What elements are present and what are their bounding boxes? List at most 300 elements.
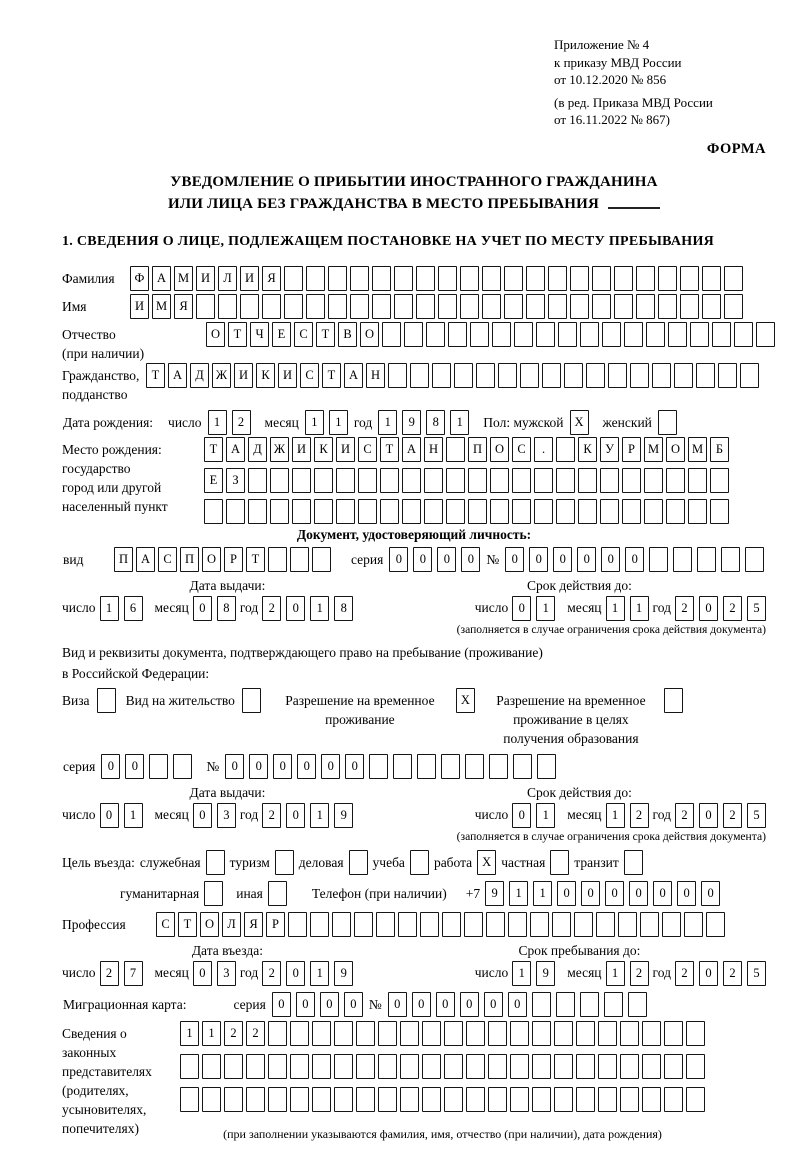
char-cell[interactable] xyxy=(488,1087,507,1112)
char-cell[interactable]: 2 xyxy=(232,410,251,435)
char-cell[interactable] xyxy=(492,322,511,347)
char-cell[interactable] xyxy=(290,1087,309,1112)
char-cell[interactable] xyxy=(382,322,401,347)
char-cell[interactable] xyxy=(604,992,623,1017)
char-cell[interactable] xyxy=(358,499,377,524)
char-cell[interactable]: Ж xyxy=(270,437,289,462)
char-cell[interactable]: 0 xyxy=(505,547,524,572)
char-cell[interactable]: 0 xyxy=(581,881,600,906)
char-cell[interactable] xyxy=(600,468,619,493)
char-cell[interactable] xyxy=(600,499,619,524)
char-cell[interactable]: 1 xyxy=(100,596,119,621)
char-cell[interactable]: С xyxy=(158,547,177,572)
char-cell[interactable] xyxy=(552,912,571,937)
char-cell[interactable] xyxy=(402,468,421,493)
char-cell[interactable] xyxy=(620,1087,639,1112)
char-cell[interactable]: 0 xyxy=(193,803,212,828)
char-cell[interactable] xyxy=(696,363,715,388)
char-cell[interactable] xyxy=(380,499,399,524)
char-cell[interactable]: М xyxy=(174,266,193,291)
purpose-official-checkbox[interactable] xyxy=(206,850,225,875)
char-cell[interactable]: 2 xyxy=(224,1021,243,1046)
char-cell[interactable]: С xyxy=(300,363,319,388)
char-cell[interactable] xyxy=(548,266,567,291)
char-cell[interactable] xyxy=(548,294,567,319)
char-cell[interactable]: 0 xyxy=(413,547,432,572)
char-cell[interactable] xyxy=(554,1087,573,1112)
char-cell[interactable] xyxy=(646,322,665,347)
char-cell[interactable] xyxy=(706,912,725,937)
char-cell[interactable] xyxy=(444,1054,463,1079)
temporary-residence-checkbox[interactable]: X xyxy=(456,688,475,713)
char-cell[interactable] xyxy=(673,547,692,572)
char-cell[interactable] xyxy=(466,1021,485,1046)
char-cell[interactable]: 1 xyxy=(202,1021,221,1046)
char-cell[interactable] xyxy=(268,547,287,572)
char-cell[interactable]: 1 xyxy=(606,596,625,621)
char-cell[interactable] xyxy=(636,266,655,291)
char-cell[interactable]: 0 xyxy=(193,961,212,986)
char-cell[interactable]: У xyxy=(600,437,619,462)
char-cell[interactable]: 0 xyxy=(388,992,407,1017)
char-cell[interactable] xyxy=(745,547,764,572)
char-cell[interactable]: 0 xyxy=(225,754,244,779)
char-cell[interactable] xyxy=(268,1054,287,1079)
char-cell[interactable]: Т xyxy=(322,363,341,388)
char-cell[interactable] xyxy=(756,322,775,347)
char-cell[interactable] xyxy=(180,1087,199,1112)
char-cell[interactable] xyxy=(306,266,325,291)
char-cell[interactable] xyxy=(454,363,473,388)
char-cell[interactable] xyxy=(558,322,577,347)
char-cell[interactable]: А xyxy=(402,437,421,462)
char-cell[interactable]: 2 xyxy=(262,803,281,828)
char-cell[interactable] xyxy=(622,468,641,493)
char-cell[interactable]: О xyxy=(666,437,685,462)
char-cell[interactable] xyxy=(710,499,729,524)
char-cell[interactable]: Ж xyxy=(212,363,231,388)
char-cell[interactable] xyxy=(380,468,399,493)
char-cell[interactable]: 0 xyxy=(699,596,718,621)
char-cell[interactable]: М xyxy=(688,437,707,462)
char-cell[interactable] xyxy=(534,468,553,493)
char-cell[interactable] xyxy=(636,294,655,319)
char-cell[interactable] xyxy=(468,468,487,493)
char-cell[interactable] xyxy=(426,322,445,347)
char-cell[interactable] xyxy=(642,1087,661,1112)
char-cell[interactable] xyxy=(224,1087,243,1112)
char-cell[interactable] xyxy=(556,499,575,524)
char-cell[interactable]: 5 xyxy=(747,961,766,986)
char-cell[interactable] xyxy=(580,322,599,347)
char-cell[interactable] xyxy=(292,468,311,493)
char-cell[interactable]: А xyxy=(344,363,363,388)
char-cell[interactable] xyxy=(376,912,395,937)
char-cell[interactable] xyxy=(438,294,457,319)
char-cell[interactable]: И xyxy=(278,363,297,388)
char-cell[interactable] xyxy=(664,1021,683,1046)
char-cell[interactable] xyxy=(328,266,347,291)
char-cell[interactable] xyxy=(350,294,369,319)
purpose-other-checkbox[interactable] xyxy=(268,881,287,906)
char-cell[interactable]: 0 xyxy=(101,754,120,779)
char-cell[interactable]: О xyxy=(490,437,509,462)
char-cell[interactable] xyxy=(576,1021,595,1046)
purpose-private-checkbox[interactable] xyxy=(550,850,569,875)
char-cell[interactable]: 0 xyxy=(508,992,527,1017)
char-cell[interactable]: 0 xyxy=(286,803,305,828)
char-cell[interactable]: 8 xyxy=(334,596,353,621)
char-cell[interactable]: 0 xyxy=(699,961,718,986)
char-cell[interactable] xyxy=(442,912,461,937)
char-cell[interactable]: 0 xyxy=(389,547,408,572)
char-cell[interactable]: 0 xyxy=(193,596,212,621)
char-cell[interactable]: 8 xyxy=(217,596,236,621)
char-cell[interactable]: 0 xyxy=(100,803,119,828)
char-cell[interactable]: 1 xyxy=(509,881,528,906)
char-cell[interactable] xyxy=(410,363,429,388)
char-cell[interactable] xyxy=(686,1087,705,1112)
char-cell[interactable]: 2 xyxy=(630,961,649,986)
char-cell[interactable] xyxy=(372,294,391,319)
char-cell[interactable] xyxy=(662,912,681,937)
char-cell[interactable]: 0 xyxy=(629,881,648,906)
char-cell[interactable]: 0 xyxy=(296,992,315,1017)
char-cell[interactable] xyxy=(262,294,281,319)
char-cell[interactable] xyxy=(536,322,555,347)
char-cell[interactable]: Н xyxy=(366,363,385,388)
char-cell[interactable] xyxy=(226,499,245,524)
char-cell[interactable] xyxy=(246,1087,265,1112)
char-cell[interactable] xyxy=(240,294,259,319)
char-cell[interactable] xyxy=(356,1021,375,1046)
char-cell[interactable] xyxy=(482,266,501,291)
char-cell[interactable] xyxy=(420,912,439,937)
char-cell[interactable]: 0 xyxy=(345,754,364,779)
char-cell[interactable]: 6 xyxy=(124,596,143,621)
char-cell[interactable]: Я xyxy=(244,912,263,937)
char-cell[interactable] xyxy=(740,363,759,388)
char-cell[interactable] xyxy=(537,754,556,779)
char-cell[interactable] xyxy=(702,294,721,319)
char-cell[interactable] xyxy=(356,1087,375,1112)
char-cell[interactable] xyxy=(402,499,421,524)
char-cell[interactable]: Б xyxy=(710,437,729,462)
char-cell[interactable] xyxy=(334,1054,353,1079)
char-cell[interactable] xyxy=(690,322,709,347)
char-cell[interactable] xyxy=(664,1054,683,1079)
char-cell[interactable]: М xyxy=(152,294,171,319)
char-cell[interactable] xyxy=(554,1054,573,1079)
char-cell[interactable] xyxy=(580,992,599,1017)
char-cell[interactable]: 8 xyxy=(426,410,445,435)
char-cell[interactable]: Т xyxy=(246,547,265,572)
char-cell[interactable] xyxy=(336,468,355,493)
char-cell[interactable]: Ч xyxy=(250,322,269,347)
char-cell[interactable]: 2 xyxy=(723,803,742,828)
char-cell[interactable] xyxy=(448,322,467,347)
char-cell[interactable] xyxy=(586,363,605,388)
char-cell[interactable] xyxy=(224,1054,243,1079)
char-cell[interactable] xyxy=(369,754,388,779)
char-cell[interactable] xyxy=(332,912,351,937)
char-cell[interactable] xyxy=(642,1054,661,1079)
char-cell[interactable] xyxy=(702,266,721,291)
char-cell[interactable] xyxy=(721,547,740,572)
char-cell[interactable]: С xyxy=(156,912,175,937)
char-cell[interactable] xyxy=(598,1087,617,1112)
char-cell[interactable] xyxy=(372,266,391,291)
char-cell[interactable] xyxy=(686,1021,705,1046)
char-cell[interactable]: И xyxy=(234,363,253,388)
char-cell[interactable]: Е xyxy=(272,322,291,347)
char-cell[interactable]: С xyxy=(294,322,313,347)
char-cell[interactable] xyxy=(532,992,551,1017)
char-cell[interactable] xyxy=(578,468,597,493)
char-cell[interactable] xyxy=(532,1021,551,1046)
char-cell[interactable]: Т xyxy=(228,322,247,347)
sex-male-checkbox[interactable]: X xyxy=(570,410,589,435)
char-cell[interactable]: 5 xyxy=(747,596,766,621)
char-cell[interactable] xyxy=(180,1054,199,1079)
char-cell[interactable] xyxy=(268,1087,287,1112)
char-cell[interactable]: И xyxy=(336,437,355,462)
char-cell[interactable] xyxy=(288,912,307,937)
char-cell[interactable] xyxy=(608,363,627,388)
char-cell[interactable]: А xyxy=(168,363,187,388)
char-cell[interactable]: 0 xyxy=(605,881,624,906)
char-cell[interactable] xyxy=(446,499,465,524)
char-cell[interactable] xyxy=(724,294,743,319)
char-cell[interactable]: Я xyxy=(174,294,193,319)
char-cell[interactable] xyxy=(618,912,637,937)
char-cell[interactable] xyxy=(642,1021,661,1046)
char-cell[interactable] xyxy=(598,1021,617,1046)
char-cell[interactable]: 0 xyxy=(286,596,305,621)
char-cell[interactable] xyxy=(393,754,412,779)
char-cell[interactable]: 1 xyxy=(329,410,348,435)
char-cell[interactable] xyxy=(292,499,311,524)
char-cell[interactable] xyxy=(602,322,621,347)
char-cell[interactable]: 2 xyxy=(723,596,742,621)
char-cell[interactable]: 0 xyxy=(344,992,363,1017)
char-cell[interactable] xyxy=(404,322,423,347)
char-cell[interactable]: И xyxy=(292,437,311,462)
char-cell[interactable] xyxy=(460,294,479,319)
char-cell[interactable]: К xyxy=(314,437,333,462)
char-cell[interactable]: П xyxy=(114,547,133,572)
char-cell[interactable] xyxy=(664,1087,683,1112)
char-cell[interactable] xyxy=(532,1087,551,1112)
char-cell[interactable]: О xyxy=(360,322,379,347)
char-cell[interactable] xyxy=(570,266,589,291)
char-cell[interactable] xyxy=(290,1054,309,1079)
char-cell[interactable]: Е xyxy=(204,468,223,493)
char-cell[interactable] xyxy=(576,1087,595,1112)
char-cell[interactable] xyxy=(196,294,215,319)
char-cell[interactable] xyxy=(466,1087,485,1112)
char-cell[interactable] xyxy=(149,754,168,779)
char-cell[interactable] xyxy=(378,1087,397,1112)
char-cell[interactable]: О xyxy=(202,547,221,572)
char-cell[interactable] xyxy=(512,499,531,524)
char-cell[interactable] xyxy=(510,1087,529,1112)
char-cell[interactable] xyxy=(718,363,737,388)
char-cell[interactable] xyxy=(334,1087,353,1112)
char-cell[interactable] xyxy=(680,294,699,319)
purpose-tourism-checkbox[interactable] xyxy=(275,850,294,875)
char-cell[interactable] xyxy=(417,754,436,779)
char-cell[interactable]: 0 xyxy=(553,547,572,572)
char-cell[interactable] xyxy=(486,912,505,937)
char-cell[interactable]: 1 xyxy=(450,410,469,435)
char-cell[interactable] xyxy=(666,499,685,524)
char-cell[interactable]: 0 xyxy=(653,881,672,906)
char-cell[interactable] xyxy=(290,547,309,572)
char-cell[interactable]: 0 xyxy=(701,881,720,906)
char-cell[interactable] xyxy=(490,468,509,493)
char-cell[interactable]: Р xyxy=(266,912,285,937)
char-cell[interactable] xyxy=(441,754,460,779)
char-cell[interactable]: 2 xyxy=(675,596,694,621)
char-cell[interactable] xyxy=(310,912,329,937)
char-cell[interactable] xyxy=(574,912,593,937)
char-cell[interactable] xyxy=(354,912,373,937)
char-cell[interactable] xyxy=(246,1054,265,1079)
char-cell[interactable]: З xyxy=(226,468,245,493)
char-cell[interactable]: 1 xyxy=(606,803,625,828)
char-cell[interactable]: 1 xyxy=(180,1021,199,1046)
char-cell[interactable] xyxy=(592,294,611,319)
char-cell[interactable] xyxy=(512,468,531,493)
char-cell[interactable] xyxy=(666,468,685,493)
char-cell[interactable] xyxy=(248,468,267,493)
char-cell[interactable]: 9 xyxy=(402,410,421,435)
char-cell[interactable] xyxy=(504,266,523,291)
char-cell[interactable] xyxy=(444,1087,463,1112)
char-cell[interactable]: 1 xyxy=(305,410,324,435)
char-cell[interactable] xyxy=(530,912,549,937)
char-cell[interactable] xyxy=(416,294,435,319)
char-cell[interactable]: Л xyxy=(222,912,241,937)
char-cell[interactable] xyxy=(248,499,267,524)
char-cell[interactable] xyxy=(204,499,223,524)
char-cell[interactable]: А xyxy=(152,266,171,291)
char-cell[interactable] xyxy=(542,363,561,388)
char-cell[interactable]: 2 xyxy=(675,803,694,828)
char-cell[interactable] xyxy=(614,266,633,291)
char-cell[interactable] xyxy=(620,1054,639,1079)
char-cell[interactable]: П xyxy=(180,547,199,572)
char-cell[interactable]: 1 xyxy=(512,961,531,986)
char-cell[interactable] xyxy=(504,294,523,319)
char-cell[interactable] xyxy=(328,294,347,319)
char-cell[interactable] xyxy=(686,1054,705,1079)
char-cell[interactable]: 9 xyxy=(334,803,353,828)
char-cell[interactable] xyxy=(482,294,501,319)
residence-permit-checkbox[interactable] xyxy=(242,688,261,713)
char-cell[interactable]: 5 xyxy=(747,803,766,828)
char-cell[interactable] xyxy=(658,294,677,319)
char-cell[interactable] xyxy=(334,1021,353,1046)
char-cell[interactable] xyxy=(510,1021,529,1046)
char-cell[interactable] xyxy=(356,1054,375,1079)
char-cell[interactable]: 9 xyxy=(334,961,353,986)
char-cell[interactable]: 0 xyxy=(461,547,480,572)
char-cell[interactable] xyxy=(314,499,333,524)
char-cell[interactable] xyxy=(438,266,457,291)
char-cell[interactable] xyxy=(394,266,413,291)
char-cell[interactable]: 0 xyxy=(320,992,339,1017)
char-cell[interactable]: 0 xyxy=(125,754,144,779)
char-cell[interactable] xyxy=(388,363,407,388)
char-cell[interactable] xyxy=(564,363,583,388)
char-cell[interactable]: А xyxy=(136,547,155,572)
purpose-humanitarian-checkbox[interactable] xyxy=(204,881,223,906)
char-cell[interactable]: М xyxy=(644,437,663,462)
char-cell[interactable]: 1 xyxy=(536,596,555,621)
char-cell[interactable] xyxy=(644,499,663,524)
char-cell[interactable] xyxy=(284,294,303,319)
char-cell[interactable] xyxy=(640,912,659,937)
char-cell[interactable] xyxy=(578,499,597,524)
char-cell[interactable]: 3 xyxy=(217,961,236,986)
char-cell[interactable] xyxy=(202,1087,221,1112)
char-cell[interactable] xyxy=(466,1054,485,1079)
char-cell[interactable]: 2 xyxy=(100,961,119,986)
char-cell[interactable]: А xyxy=(226,437,245,462)
char-cell[interactable]: 0 xyxy=(273,754,292,779)
char-cell[interactable] xyxy=(378,1054,397,1079)
char-cell[interactable]: С xyxy=(358,437,377,462)
char-cell[interactable]: 0 xyxy=(677,881,696,906)
char-cell[interactable]: И xyxy=(196,266,215,291)
char-cell[interactable]: К xyxy=(578,437,597,462)
char-cell[interactable] xyxy=(446,437,465,462)
temporary-residence-education-checkbox[interactable] xyxy=(664,688,683,713)
char-cell[interactable] xyxy=(394,294,413,319)
char-cell[interactable]: 0 xyxy=(436,992,455,1017)
char-cell[interactable]: 0 xyxy=(512,596,531,621)
char-cell[interactable] xyxy=(350,266,369,291)
char-cell[interactable]: 0 xyxy=(484,992,503,1017)
char-cell[interactable] xyxy=(658,266,677,291)
char-cell[interactable] xyxy=(534,499,553,524)
char-cell[interactable]: 1 xyxy=(208,410,227,435)
char-cell[interactable]: 0 xyxy=(699,803,718,828)
char-cell[interactable] xyxy=(312,1021,331,1046)
char-cell[interactable]: 1 xyxy=(533,881,552,906)
char-cell[interactable]: О xyxy=(200,912,219,937)
char-cell[interactable]: 2 xyxy=(630,803,649,828)
char-cell[interactable]: 0 xyxy=(557,881,576,906)
char-cell[interactable]: Т xyxy=(146,363,165,388)
char-cell[interactable] xyxy=(724,266,743,291)
char-cell[interactable] xyxy=(624,322,643,347)
char-cell[interactable]: Я xyxy=(262,266,281,291)
char-cell[interactable] xyxy=(202,1054,221,1079)
char-cell[interactable] xyxy=(422,1021,441,1046)
char-cell[interactable]: 0 xyxy=(249,754,268,779)
char-cell[interactable]: Н xyxy=(424,437,443,462)
char-cell[interactable] xyxy=(476,363,495,388)
char-cell[interactable]: 1 xyxy=(310,961,329,986)
char-cell[interactable]: 0 xyxy=(625,547,644,572)
purpose-business-checkbox[interactable] xyxy=(349,850,368,875)
char-cell[interactable] xyxy=(422,1087,441,1112)
char-cell[interactable] xyxy=(173,754,192,779)
char-cell[interactable]: 2 xyxy=(262,961,281,986)
